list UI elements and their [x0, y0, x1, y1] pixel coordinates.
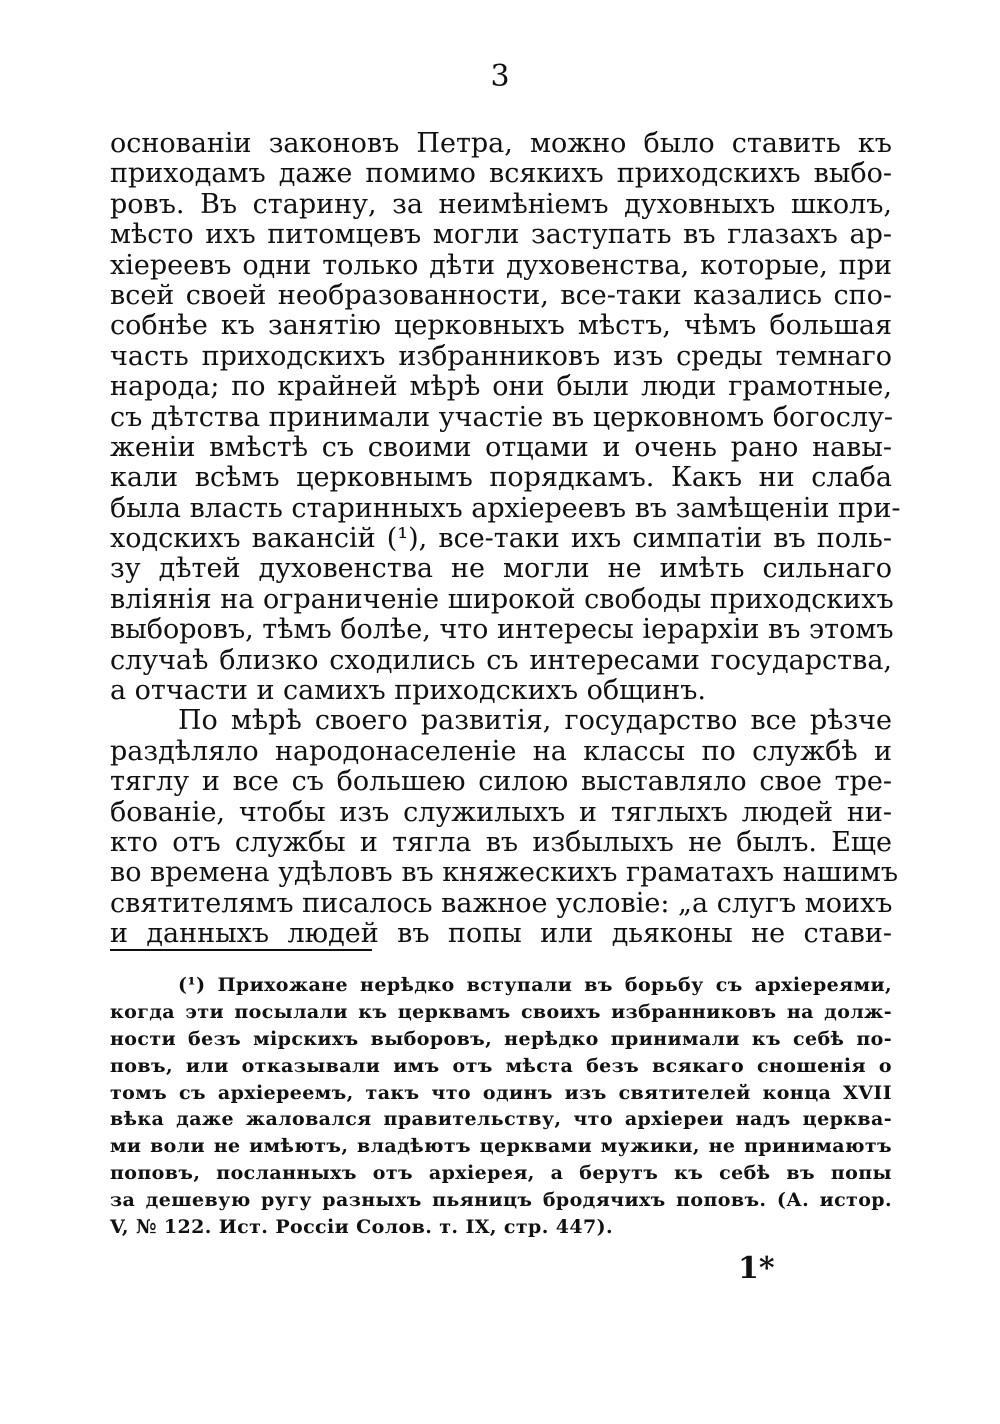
footnote-line: когда эти посылали къ церквамъ своихъ избранниковъ на долж- [110, 1000, 892, 1023]
text-line: основаніи законовъ Петра, можно было ставить къ [110, 128, 892, 159]
text-line: ходскихъ вакансій (¹), все-таки ихъ симпатіи въ поль- [110, 523, 892, 555]
text-line: и данныхъ людей въ попы или дьяконы не стави- [110, 918, 892, 950]
text-line: тяглу и все съ большею силою выставляло свое тре- [110, 766, 892, 798]
footnote-line: ми воли не имѣютъ, владѣютъ церквами мужики, не принимаютъ [110, 1135, 892, 1158]
footnote-line: поповъ, посланныхъ отъ архіерея, а берутъ къ себѣ въ попы [110, 1162, 892, 1185]
text-line: раздѣляло народонаселеніе на классы по службѣ и [110, 735, 892, 767]
footnote-line: за дешевую ругу разныхъ пьяницъ бродячихъ поповъ. (А. истор. [110, 1189, 892, 1212]
text-line: бованіе, чтобы изъ служилыхъ и тяглыхъ людей ни- [110, 796, 892, 828]
text-line: вліянія на ограниченіе широкой свободы приходскихъ [110, 583, 894, 615]
footnote-divider [110, 949, 372, 951]
paragraph-end-line: а отчасти и самихъ приходскихъ общинъ. [110, 675, 706, 707]
text-line: ровъ. Въ старину, за неимѣніемъ духовныхъ школъ, [110, 188, 892, 220]
text-line: мѣсто ихъ питомцевъ могли заступать въ глазахъ ар- [110, 219, 892, 251]
main-text [110, 128, 901, 950]
footnote-line: ности безъ мірскихъ выборовъ, нерѣдко принимали къ себѣ по- [110, 1027, 892, 1050]
text-line: кали всѣмъ церковнымъ порядкамъ. Какъ ни слаба [110, 462, 892, 494]
text-line: всей своей необразованности, все-таки казались спо- [110, 279, 892, 311]
text-line: женіи вмѣстѣ съ своими отцами и очень рано навы- [110, 431, 892, 463]
footnote-line: повъ, или отказывали имъ отъ мѣста безъ всякаго сношенія о [110, 1054, 892, 1077]
text-line: выборовъ, тѣмъ болѣе, что интересы іерархіи въ этомъ [110, 614, 894, 646]
text-line: была власть старинныхъ архіереевъ въ замѣщеніи при- [110, 492, 901, 524]
text-line: зу дѣтей духовенства не могли не имѣть сильнаго [110, 553, 892, 585]
text-line: хіереевъ одни только дѣти духовенства, которые, при [110, 249, 892, 281]
text-line: съ дѣтства принимали участіе въ церковномъ богослу- [110, 401, 893, 433]
text-line: собнѣе къ занятію церковныхъ мѣстъ, чѣмъ большая [110, 310, 892, 342]
footnote-line: вѣка даже жаловался правительству, что архіереи надъ церква- [110, 1108, 892, 1131]
text-line: святителямъ писалось важное условіе: „а слугъ моихъ [110, 887, 893, 919]
text-line: приходамъ даже помимо всякихъ приходскихъ выбо- [110, 158, 892, 190]
text-line: случаѣ близко сходились съ интересами государства, [110, 644, 892, 676]
footnote-line: томъ съ архіереемъ, такъ что одинъ изъ святителей конца XVII [110, 1081, 892, 1104]
footnote-line: (¹) Прихожане нерѣдко вступали въ борьбу съ архіереями, [178, 974, 892, 996]
page-number: 3 [490, 59, 510, 94]
paragraph-start-line: По мѣрѣ своего развитія, государство все рѣзче [178, 705, 892, 737]
signature-mark: 1* [738, 1251, 775, 1286]
text-line: кто отъ службы и тягла въ избылыхъ не былъ. Еще [110, 826, 892, 858]
footnote [110, 972, 892, 1241]
text-line: народа; по крайней мѣрѣ они были люди грамотные, [110, 371, 892, 403]
text-line: во времена удѣловъ въ княжескихъ граматахъ нашимъ [110, 857, 898, 889]
footnote-line: V, № 122. Ист. Россіи Солов. т. IX, стр. 447). [110, 1216, 614, 1239]
text-line: часть приходскихъ избранниковъ изъ среды темнаго [110, 340, 892, 372]
